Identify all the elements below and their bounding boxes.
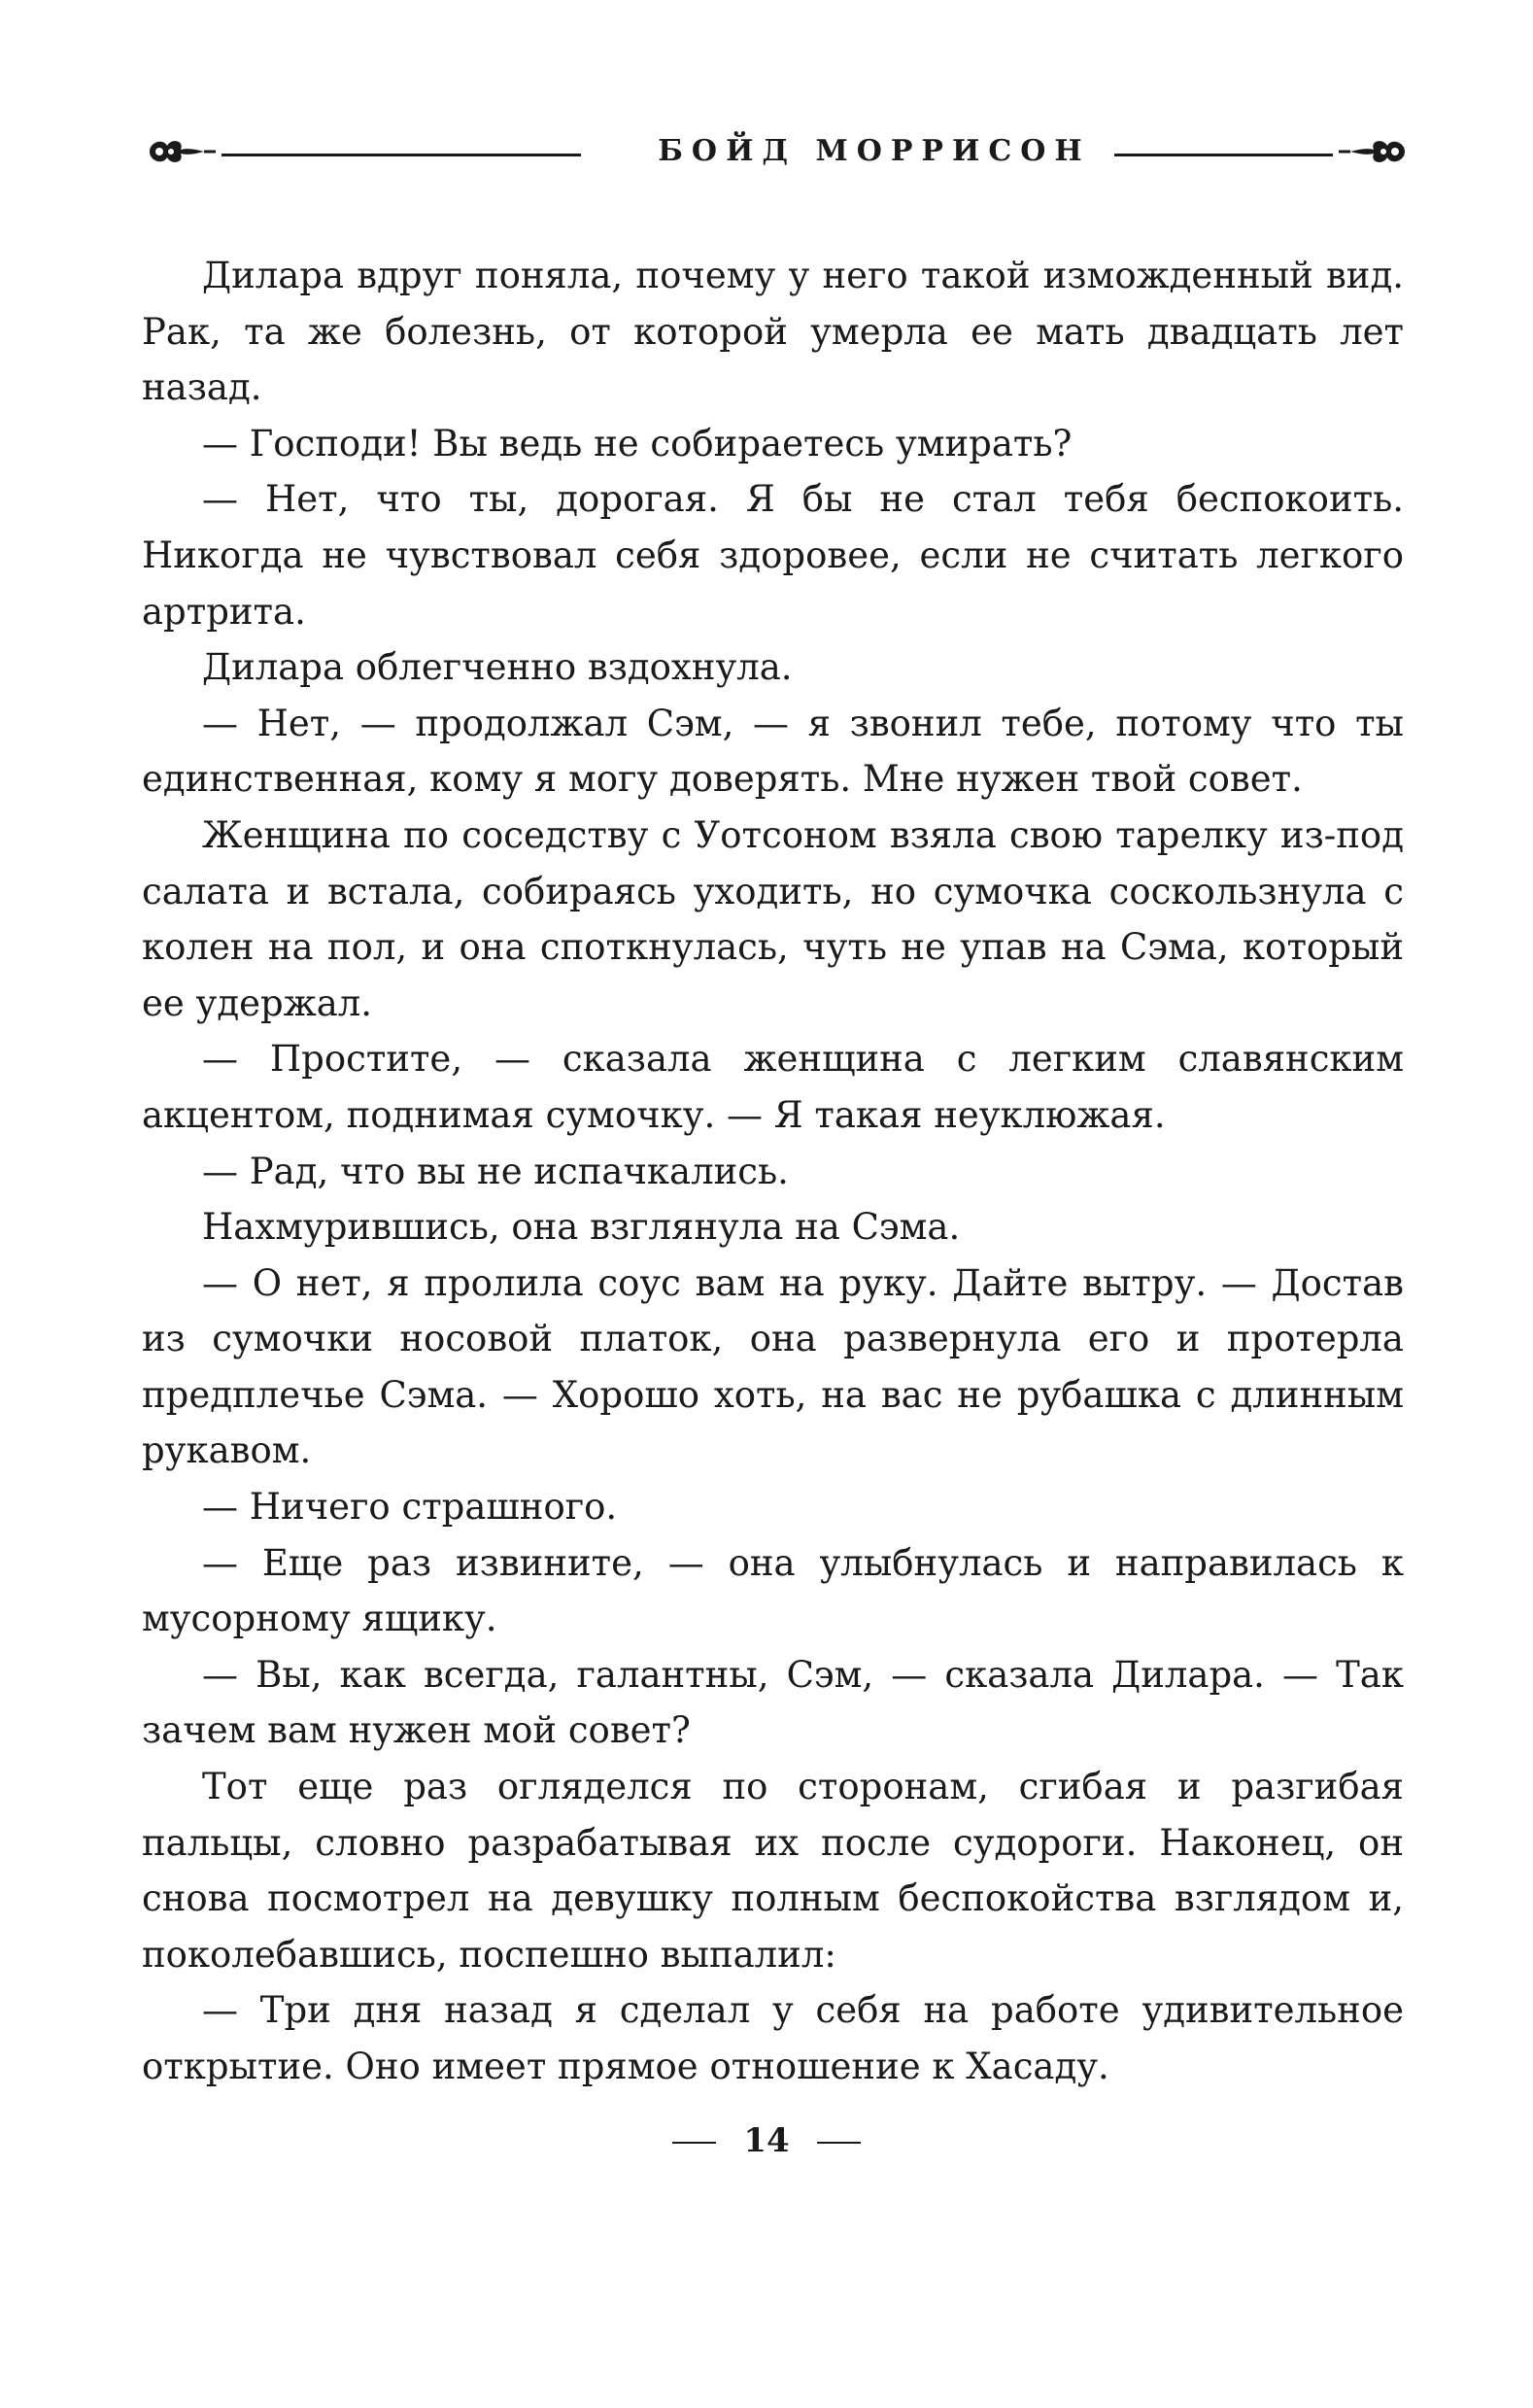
paragraph: — Господи! Вы ведь не собираетесь умирать?	[202, 422, 1073, 464]
paragraph: Дилара облегченно вздохнула.	[202, 646, 793, 689]
paragraph: — О нет, я пролила соус вам на руку. Дайте вытру. — Достав из сумочки носовой платок, она развернула его и протерла предплечье Сэма. — Хорошо хоть, на вас не рубашка с длинным рукавом.	[142, 1261, 1404, 1472]
paragraph: — Нет, что ты, дорогая. Я бы не стал тебя беспокоить. Никогда не чувствовал себя здоровее, если не считать легкого артрита.	[142, 478, 1404, 633]
paragraph: Тот еще раз огляделся по сторонам, сгибая и разгибая пальцы, словно разрабатывая их после судороги. Наконец, он снова посмотрел на девушку полным беспокойства взглядом и, поколебавшись, поспешно выпалил:	[142, 1766, 1404, 1976]
paragraph: — Еще раз извините, — она улыбнулась и направилась к мусорному ящику.	[142, 1541, 1404, 1640]
paragraph: — Ничего страшного.	[202, 1486, 618, 1529]
fleuron-right-icon	[1339, 130, 1409, 173]
header-rule-left	[221, 154, 581, 156]
paragraph: — Вы, как всегда, галантны, Сэм, — сказала Дилара. — Так зачем вам нужен мой совет?	[142, 1653, 1404, 1752]
paragraph: Дилара вдруг поняла, почему у него такой изможденный вид. Рак, та же болезнь, от которой умерла ее мать двадцать лет назад.	[142, 255, 1404, 409]
page-footer	[0, 2116, 1533, 2165]
paragraph: — Рад, что вы не испачкались.	[202, 1150, 789, 1192]
footer-dash-right	[817, 2142, 861, 2144]
body-text	[142, 248, 1404, 2095]
running-head: БОЙД МОРРИСОН	[658, 134, 1091, 168]
header-rule-right	[1114, 154, 1333, 156]
paragraph: — Простите, — сказала женщина с легким славянским акцентом, поднимая сумочку. — Я такая неуклюжая.	[142, 1038, 1404, 1136]
footer-dash-left	[672, 2142, 716, 2144]
paragraph: Женщина по соседству с Уотсоном взяла свою тарелку из-под салата и встала, собираясь уходить, но сумочка соскользнула с колен на пол, и она споткнулась, чуть не упав на Сэма, который ее удержал.	[142, 813, 1404, 1024]
page-number: 14	[743, 2121, 790, 2160]
paragraph: — Три дня назад я сделал у себя на работе удивительное открытие. Оно имеет прямое отношение к Хасаду.	[142, 1989, 1404, 2087]
paragraph: Нахмурившись, она взглянула на Сэма.	[202, 1206, 961, 1249]
fleuron-left-icon	[146, 130, 216, 173]
page-header	[146, 117, 1409, 194]
paragraph: — Нет, — продолжал Сэм, — я звонил тебе, потому что ты единственная, кому я могу доверять. Мне нужен твой совет.	[142, 702, 1404, 801]
